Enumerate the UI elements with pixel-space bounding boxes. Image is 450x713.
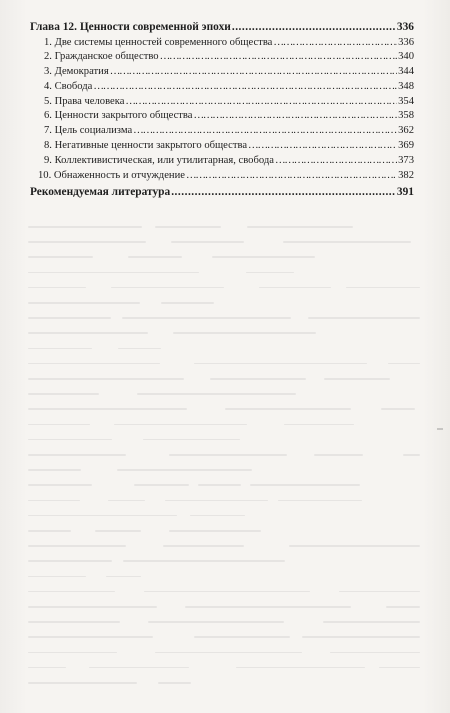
section-page-number: 348 — [398, 80, 414, 92]
bleed-through-line — [134, 484, 189, 486]
bleed-through-line — [28, 545, 126, 547]
section-page-number: 336 — [398, 36, 414, 48]
bleed-through-line — [346, 287, 420, 289]
bleed-through-line — [28, 241, 146, 243]
bleed-through-line — [28, 393, 99, 395]
bleed-through-line — [144, 591, 310, 593]
bleed-through-line — [28, 500, 80, 502]
bleed-through-line — [89, 667, 189, 669]
bleed-through-line — [339, 591, 420, 593]
dot-leader — [133, 124, 397, 139]
toc-section-entry — [30, 36, 414, 51]
bleed-through-line — [161, 302, 214, 304]
bleed-through-line — [137, 393, 296, 395]
bleed-through-line — [388, 363, 420, 365]
bleed-through-line — [381, 408, 415, 410]
bleed-through-line — [28, 408, 187, 410]
dot-leader — [160, 50, 398, 65]
section-page-number: 358 — [398, 110, 414, 122]
bleed-through-line — [28, 302, 140, 304]
dot-leader — [125, 95, 397, 110]
toc-section-entry — [30, 109, 414, 124]
bleed-through-line — [158, 682, 191, 684]
toc-section-entry — [30, 65, 414, 80]
bleed-through-line — [212, 256, 315, 258]
dot-leader — [273, 36, 397, 51]
section-page-number: 369 — [398, 140, 414, 152]
section-page-number: 344 — [398, 66, 414, 78]
bleed-through-line — [198, 484, 240, 486]
toc-literature-entry — [30, 185, 414, 201]
literature-page-number: 391 — [396, 186, 414, 199]
bleed-through-line — [28, 667, 66, 669]
bleed-through-line — [379, 667, 420, 669]
dot-leader — [232, 20, 396, 36]
bleed-through-line — [324, 378, 390, 380]
bleed-through-line — [95, 530, 141, 532]
bleed-through-line — [308, 317, 420, 319]
dot-leader — [171, 185, 396, 201]
bleed-through-line — [106, 576, 140, 578]
bleed-through-line — [28, 606, 157, 608]
bleed-through-line — [386, 606, 420, 608]
bleed-through-line — [28, 363, 160, 365]
bleed-through-line — [28, 226, 142, 228]
bleed-through-line — [143, 439, 239, 441]
section-page-number: 340 — [398, 51, 414, 63]
bleed-through-line — [28, 439, 112, 441]
bleed-through-line — [225, 408, 351, 410]
dot-leader — [248, 139, 397, 154]
toc-section-entry — [30, 50, 414, 65]
section-title: 9. Коллективистическая, или утилитарная, свобода — [44, 154, 274, 166]
bleed-through-line — [28, 332, 148, 334]
section-title: 4. Свобода — [44, 80, 93, 92]
dot-leader — [93, 80, 397, 95]
page-edge-mark — [437, 428, 443, 430]
bleed-through-line — [111, 287, 224, 289]
bleed-through-line — [330, 652, 420, 654]
bleed-through-line — [259, 287, 331, 289]
bleed-through-line — [28, 636, 153, 638]
bleed-through-line — [173, 332, 317, 334]
bleed-through-line — [108, 500, 146, 502]
dot-leader — [275, 154, 397, 169]
bleed-through-line — [302, 636, 420, 638]
section-page-number: 373 — [398, 154, 414, 166]
bleed-through-line — [155, 226, 222, 228]
section-title: 5. Права человека — [44, 95, 125, 107]
bleed-through-line — [122, 317, 291, 319]
section-page-number: 362 — [398, 125, 414, 137]
bleed-through-line — [28, 469, 81, 471]
bleed-through-line — [289, 545, 420, 547]
toc-chapter-entry — [30, 20, 414, 36]
bleed-through-line — [194, 363, 367, 365]
bleed-through-line — [169, 530, 261, 532]
bleed-through-line — [28, 348, 92, 350]
bleed-through-line — [118, 348, 162, 350]
bleed-through-line — [148, 621, 283, 623]
bleed-through-line — [165, 500, 268, 502]
bleed-through-line — [403, 454, 420, 456]
section-page-number: 382 — [398, 169, 414, 181]
table-of-contents — [30, 20, 414, 201]
section-title: 2. Гражданское общество — [44, 51, 159, 63]
bleed-through-line — [28, 530, 71, 532]
section-title: 3. Демократия — [44, 66, 109, 78]
section-title: 7. Цель социализма — [44, 125, 133, 137]
toc-section-entry — [30, 124, 414, 139]
bleed-through-line — [114, 424, 247, 426]
toc-section-entry — [30, 80, 414, 95]
bleed-through-line — [194, 636, 290, 638]
bleed-through-line — [28, 256, 93, 258]
dot-leader — [110, 65, 397, 80]
bleed-through-line — [250, 484, 361, 486]
literature-title: Рекомендуемая литература — [30, 186, 171, 199]
bleed-through-line — [278, 500, 361, 502]
bleed-through-line — [185, 606, 351, 608]
chapter-page-number: 336 — [396, 21, 414, 33]
bleed-through-line — [28, 272, 199, 274]
section-title: 6. Ценности закрытого общества — [44, 110, 193, 122]
toc-section-entry — [30, 154, 414, 169]
bleed-through-line — [28, 682, 137, 684]
toc-section-entry — [30, 169, 414, 184]
bleed-through-line — [155, 652, 302, 654]
bleed-through-line — [28, 652, 117, 654]
bleed-through-line — [28, 454, 126, 456]
bleed-through-line — [28, 484, 92, 486]
chapter-title: Глава 12. Ценности современной эпохи — [30, 21, 231, 33]
bleed-through-line — [284, 424, 354, 426]
bleed-through-line — [171, 241, 244, 243]
toc-section-entry — [30, 95, 414, 110]
bleed-through-line — [28, 515, 177, 517]
bleed-through-line — [28, 621, 120, 623]
section-page-number: 354 — [398, 95, 414, 107]
bleed-through-line — [28, 317, 111, 319]
bleed-through-line — [28, 591, 115, 593]
bleed-through-line — [314, 454, 363, 456]
bleed-through-line — [190, 515, 245, 517]
bleed-through-line — [246, 272, 294, 274]
bleed-through-line — [236, 667, 365, 669]
toc-section-entry — [30, 139, 414, 154]
bleed-through-line — [210, 378, 306, 380]
bleed-through-line — [123, 560, 285, 562]
section-title: 10. Обнаженность и отчуждение — [38, 169, 185, 181]
bleed-through-line — [323, 621, 420, 623]
dot-leader — [186, 169, 397, 184]
bleed-through-line — [28, 560, 112, 562]
bleed-through-line — [28, 378, 184, 380]
bleed-through-line — [247, 226, 353, 228]
bleed-through-line — [28, 576, 86, 578]
bleed-through-line — [163, 545, 244, 547]
section-title: 8. Негативные ценности закрытого общества — [44, 140, 248, 152]
bleed-through-line — [117, 469, 252, 471]
reverse-side-bleed-through — [28, 222, 423, 702]
bleed-through-line — [128, 256, 182, 258]
bleed-through-line — [283, 241, 412, 243]
dot-leader — [193, 109, 397, 124]
section-title: 1. Две системы ценностей современного общества — [44, 36, 273, 48]
bleed-through-line — [28, 287, 86, 289]
bleed-through-line — [28, 424, 90, 426]
bleed-through-line — [169, 454, 287, 456]
